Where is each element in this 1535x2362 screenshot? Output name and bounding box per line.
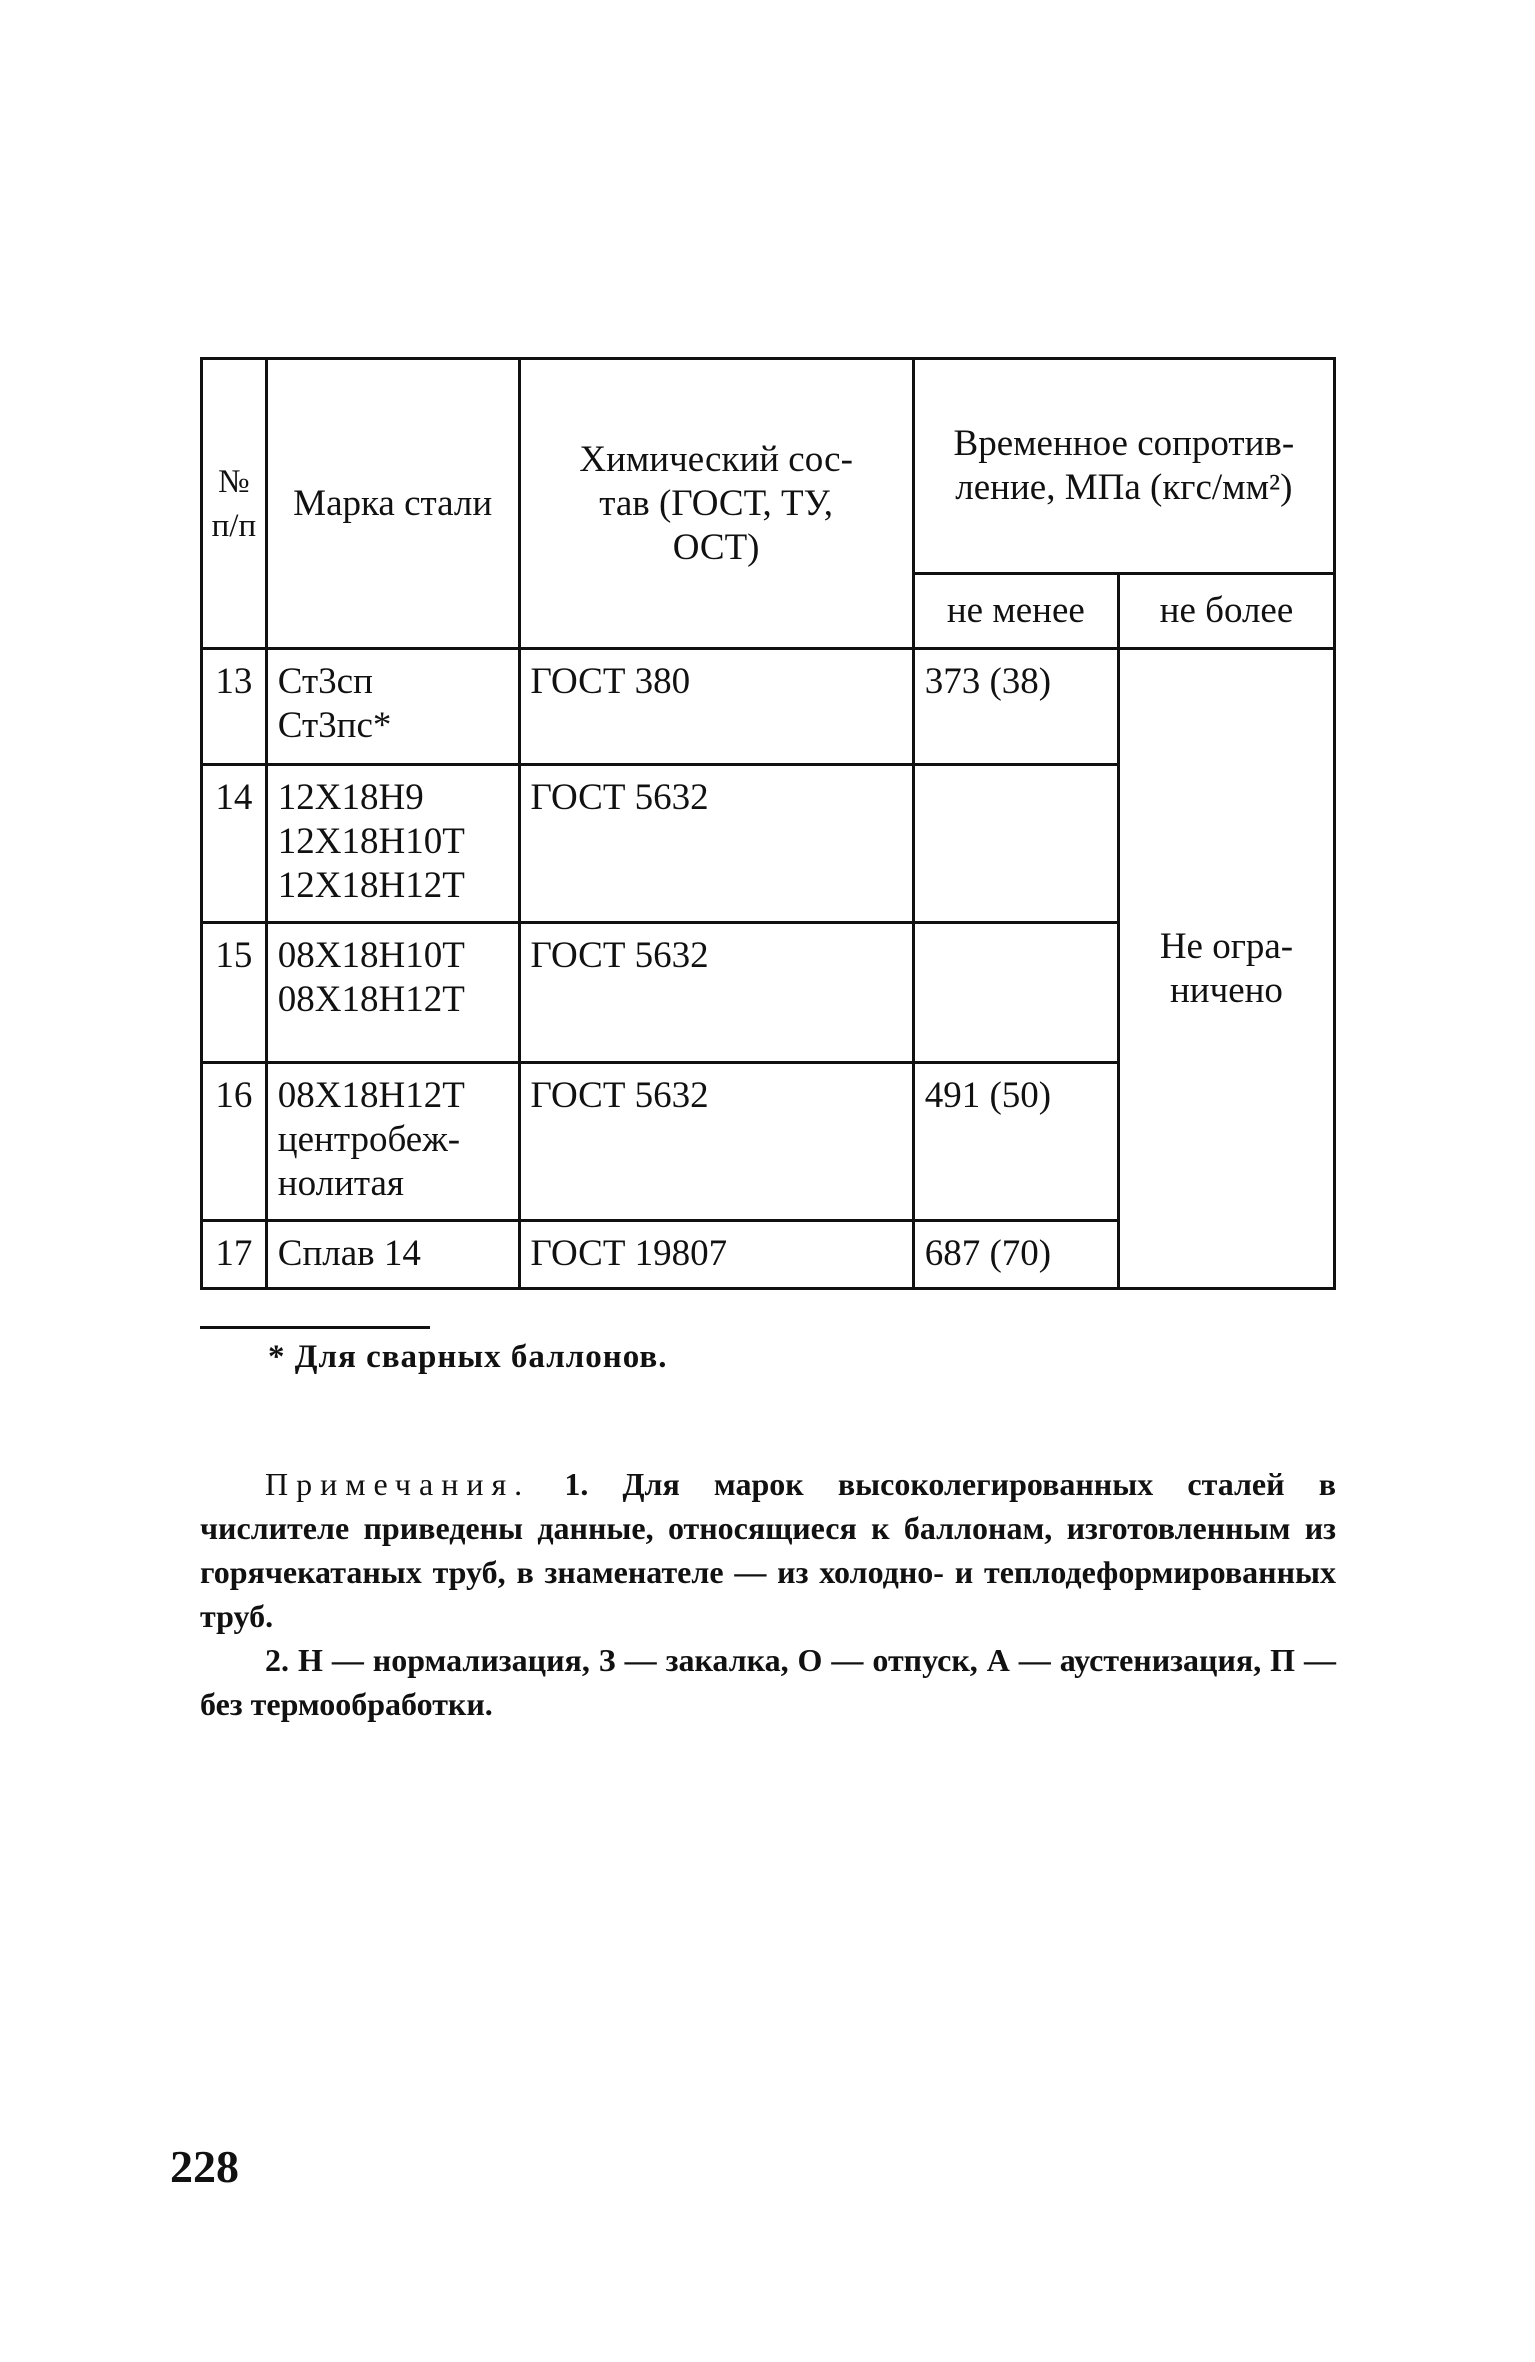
row-min: 373 (38) [913, 649, 1118, 765]
row-min: 687 (70) [913, 1221, 1118, 1289]
row-chemical: ГОСТ 19807 [519, 1221, 913, 1289]
page-number: 228 [170, 2141, 239, 2192]
header-strength-line: Временное сопротив- [953, 423, 1295, 464]
row-number: 15 [202, 923, 267, 1063]
header-max: не более [1118, 574, 1334, 649]
header-chemical [519, 359, 913, 649]
row-grade [266, 923, 519, 1063]
note-1 [200, 1462, 1336, 1638]
header-chemical-line: ОСТ) [672, 526, 760, 568]
header-chemical-line: тав (ГОСТ, ТУ, [599, 482, 834, 524]
footnote-divider [200, 1326, 430, 1329]
steel-grades-table-wrap [200, 357, 1336, 1290]
row-min [913, 923, 1118, 1063]
grade-line: 12Х18Н12Т [277, 865, 465, 906]
max-strength-merged [1118, 649, 1334, 1289]
row-grade [266, 1221, 519, 1289]
table-row [202, 649, 1335, 765]
header-grade: Марка стали [266, 359, 519, 649]
header-min: не менее [913, 574, 1118, 649]
row-chemical: ГОСТ 5632 [519, 765, 913, 923]
row-grade [266, 765, 519, 923]
row-number: 17 [202, 1221, 267, 1289]
row-chemical: ГОСТ 5632 [519, 923, 913, 1063]
header-number-line: п/п [211, 507, 257, 544]
header-chemical-line: Химический сос- [579, 438, 853, 480]
notes-block [200, 1462, 1336, 1726]
grade-line: Ст3пс* [277, 705, 392, 746]
row-grade [266, 649, 519, 765]
grade-line: 08Х18Н10Т [277, 935, 465, 976]
header-number-line: № [218, 463, 250, 500]
grade-line: Ст3сп [277, 661, 373, 702]
notes-label: Примечания. [265, 1466, 531, 1502]
header-number [202, 359, 267, 649]
row-chemical: ГОСТ 380 [519, 649, 913, 765]
table-header-row [202, 359, 1335, 574]
grade-line: центробеж- [277, 1119, 461, 1160]
max-value-line: ничено [1170, 969, 1283, 1011]
header-strength [913, 359, 1334, 574]
row-number: 13 [202, 649, 267, 765]
max-value-line: Не огра- [1159, 925, 1294, 967]
row-number: 14 [202, 765, 267, 923]
grade-line: 12Х18Н9 [277, 777, 424, 818]
row-number: 16 [202, 1063, 267, 1221]
row-chemical: ГОСТ 5632 [519, 1063, 913, 1221]
footnote: * Для сварных баллонов. [268, 1339, 668, 1375]
steel-grades-table [200, 357, 1336, 1290]
grade-line: нолитая [277, 1163, 404, 1204]
row-min [913, 765, 1118, 923]
grade-line: 08Х18Н12Т [277, 1075, 465, 1116]
note-2: 2. Н — нормализация, З — закалка, О — отпуск, А — аустенизация, П — без термообработки. [200, 1642, 1336, 1722]
row-grade [266, 1063, 519, 1221]
header-strength-line: ление, МПа (кгс/мм²) [955, 467, 1293, 508]
grade-line: 12Х18Н10Т [277, 821, 465, 862]
grade-line: 08Х18Н12Т [277, 979, 465, 1020]
note-1-text: 1. Для марок высоколегированных сталей в числителе приведены данные, относящиеся к баллонам, изготовленным из горячекатаных труб, в знаменателе — из холодно- и теплодеформированных труб. [200, 1466, 1337, 1634]
grade-line: Сплав 14 [277, 1233, 421, 1274]
row-min: 491 (50) [913, 1063, 1118, 1221]
